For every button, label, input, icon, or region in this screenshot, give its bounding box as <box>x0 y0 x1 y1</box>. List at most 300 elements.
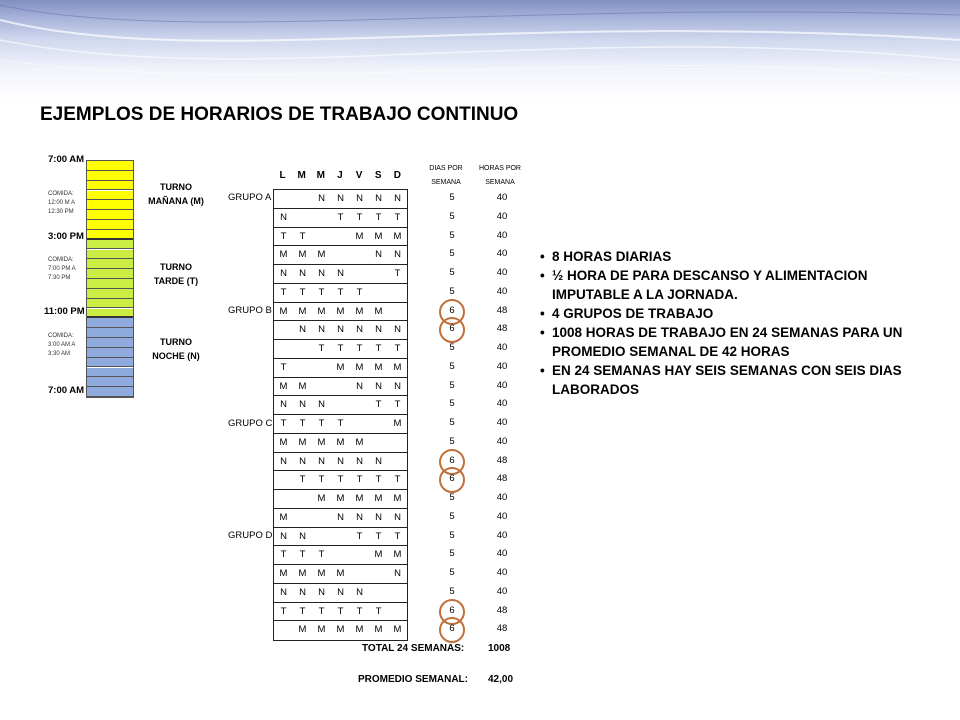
schedule-cell: T <box>375 474 382 486</box>
schedule-cell <box>388 584 407 602</box>
schedule-cell <box>331 246 350 264</box>
schedule-cell: M <box>393 418 402 429</box>
dias-value: 5 <box>449 529 455 541</box>
schedule-cell: N <box>337 511 344 523</box>
schedule-cell: M <box>298 249 307 261</box>
bullet-item: • 1008 HORAS DE TRABAJO EN 24 SEMANAS PARA UN PROMEDIO SEMANAL DE 42 HORAS <box>540 325 903 359</box>
horas-value: 40 <box>496 567 508 578</box>
schedule-cell <box>369 565 388 583</box>
schedule-cell: T <box>375 605 382 617</box>
schedule-cell <box>312 378 331 396</box>
schedule-cell: N <box>318 268 325 279</box>
horas-value: 40 <box>496 192 508 203</box>
timeline-hour-block <box>87 338 133 348</box>
day-header: S <box>374 170 382 181</box>
schedule-row <box>274 434 407 453</box>
schedule-cell: T <box>337 286 344 298</box>
schedule-cell: T <box>394 343 401 354</box>
comida-note: COMIDA: 3:00 AM A 3:30 AM <box>48 333 76 357</box>
total-value: 1008 <box>488 643 511 654</box>
horas-value: 40 <box>496 417 508 428</box>
schedule-row <box>274 284 407 303</box>
schedule-cell <box>312 228 331 246</box>
schedule-cell <box>331 378 350 396</box>
schedule-cell: T <box>280 361 287 373</box>
schedule-cell: N <box>375 324 382 336</box>
horas-value: 48 <box>496 323 508 335</box>
schedule-cell: M <box>355 624 364 636</box>
shift-label-morning: TURNO MAÑANA (M) <box>148 182 204 206</box>
schedule-cell: M <box>374 624 383 636</box>
bullet-item: • EN 24 SEMANAS HAY SEIS SEMANAS CON SEIS DIAS LABORADOS <box>540 363 902 397</box>
schedule-cell <box>350 265 369 283</box>
day-header: D <box>393 170 401 181</box>
schedule-cell: M <box>279 249 288 261</box>
schedule-row <box>274 190 407 209</box>
schedule-cell: N <box>337 193 344 204</box>
schedule-cell: T <box>337 418 344 429</box>
schedule-row <box>274 359 407 378</box>
schedule-cell: M <box>317 624 326 636</box>
horas-value: 40 <box>496 342 508 353</box>
schedule-row <box>274 228 407 247</box>
schedule-row <box>274 396 407 415</box>
group-label: GRUPO A <box>228 192 272 203</box>
schedule-row <box>274 246 407 265</box>
schedule-cell: T <box>299 605 306 617</box>
promedio-label: PROMEDIO SEMANAL: <box>358 674 468 685</box>
schedule-cell: M <box>298 624 307 636</box>
schedule-cell: M <box>393 549 402 561</box>
schedule-cell: M <box>374 305 383 317</box>
timeline-hour-block <box>87 289 133 299</box>
schedule-cell: T <box>356 343 363 354</box>
dias-value: 5 <box>449 548 455 560</box>
schedule-cell: N <box>280 399 287 411</box>
dias-value: 5 <box>449 435 455 447</box>
horas-value: 40 <box>496 585 508 597</box>
schedule-cell <box>369 584 388 602</box>
schedule-cell <box>312 209 331 227</box>
schedule-cell: T <box>356 211 363 223</box>
schedule-cell: M <box>355 436 364 448</box>
schedule-cell: T <box>318 343 325 354</box>
total-label: TOTAL 24 SEMANAS: <box>362 643 465 654</box>
timeline-hour-block <box>87 387 133 397</box>
schedule-cell: N <box>394 249 401 261</box>
timeline-hour-block <box>87 309 133 319</box>
schedule-cell: M <box>355 493 364 504</box>
schedule-cell: T <box>337 605 344 617</box>
schedule-row <box>274 621 407 640</box>
schedule-cell <box>293 190 312 208</box>
schedule-row <box>274 378 407 397</box>
timeline-hour-block <box>87 161 133 171</box>
schedule-cell <box>312 359 331 377</box>
schedule-cell: M <box>374 361 383 373</box>
schedule-cell: T <box>337 211 344 223</box>
schedule-cell: M <box>393 230 402 242</box>
col-header-dias: DIAS POR SEMANA <box>429 165 463 186</box>
schedule-cell <box>274 321 293 339</box>
schedule-cell: N <box>337 324 344 336</box>
schedule-cell: T <box>394 268 401 279</box>
timeline-hour-block <box>87 250 133 260</box>
schedule-cell: N <box>356 324 363 336</box>
schedule-cell: N <box>356 455 363 467</box>
dias-value: 6 <box>449 304 455 316</box>
schedule-cell: T <box>299 549 306 561</box>
dias-value: 5 <box>449 342 455 353</box>
horas-value: 40 <box>496 398 508 410</box>
day-header: V <box>355 170 363 181</box>
schedule-cell <box>388 284 407 302</box>
dias-value: 6 <box>449 454 455 466</box>
schedule-cell: N <box>337 586 344 598</box>
schedule-row <box>274 265 407 284</box>
schedule-cell <box>312 528 331 546</box>
horas-value: 40 <box>496 210 508 222</box>
timeline-hour-block <box>87 328 133 338</box>
horas-value: 48 <box>496 623 508 635</box>
schedule-row <box>274 490 407 509</box>
dias-value: 5 <box>449 492 455 503</box>
schedule-cell: M <box>355 230 364 242</box>
timeline-hour-block <box>87 368 133 378</box>
schedule-cell: N <box>280 530 287 542</box>
schedule-cell: N <box>299 455 306 467</box>
schedule-row <box>274 546 407 565</box>
schedule-cell: N <box>337 268 344 279</box>
dias-value: 5 <box>449 417 455 428</box>
schedule-row <box>274 584 407 603</box>
schedule-cell: N <box>394 324 401 336</box>
dias-value: 5 <box>449 379 455 391</box>
schedule-cell <box>293 340 312 358</box>
schedule-cell: T <box>280 605 287 617</box>
schedule-cell: M <box>298 305 307 317</box>
schedule-cell: T <box>299 230 306 242</box>
group-label: GRUPO C <box>228 418 273 429</box>
schedule-cell: N <box>318 455 325 467</box>
time-label: 7:00 AM <box>48 385 85 396</box>
schedule-cell: T <box>280 286 287 298</box>
schedule-cell: N <box>299 586 306 598</box>
schedule-cell: T <box>299 286 306 298</box>
schedule-cell: N <box>299 268 306 279</box>
dias-value: 5 <box>449 567 455 578</box>
schedule-cell: N <box>394 511 401 523</box>
timeline-hour-block <box>87 191 133 201</box>
schedule-cell: T <box>318 605 325 617</box>
schedule-cell: T <box>356 286 363 298</box>
schedule-cell: M <box>298 436 307 448</box>
schedule-cell: N <box>394 568 401 579</box>
schedule-cell: N <box>318 324 325 336</box>
timeline-hour-block <box>87 279 133 289</box>
schedule-cell: M <box>317 249 326 261</box>
schedule-cell <box>331 228 350 246</box>
header-decoration <box>0 0 960 100</box>
timeline-hour-block <box>87 299 133 309</box>
schedule-cell <box>350 396 369 414</box>
bullet-item: • 4 GRUPOS DE TRABAJO <box>540 306 714 321</box>
dias-value: 6 <box>449 473 455 485</box>
schedule-cell: T <box>318 474 325 486</box>
schedule-cell: T <box>375 399 382 411</box>
shift-bar <box>86 160 134 398</box>
timeline-hour-block <box>87 240 133 250</box>
horas-value: 40 <box>496 435 508 447</box>
dias-value: 5 <box>449 360 455 372</box>
schedule-row <box>274 471 407 490</box>
schedule-cell: T <box>337 343 344 354</box>
schedule-cell <box>369 284 388 302</box>
schedule-cell <box>350 415 369 433</box>
horas-value: 40 <box>496 529 508 541</box>
col-header-horas: HORAS POR SEMANA <box>478 165 521 186</box>
schedule-row <box>274 528 407 547</box>
schedule-cell <box>350 546 369 564</box>
shift-label-afternoon: TURNO TARDE (T) <box>153 262 199 286</box>
schedule-cell: M <box>374 549 383 561</box>
timeline-hour-block <box>87 259 133 269</box>
promedio-value: 42,00 <box>488 674 514 685</box>
schedule-cell <box>350 246 369 264</box>
schedule-cell <box>293 209 312 227</box>
schedule-cell: N <box>337 455 344 467</box>
schedule-cell <box>293 490 312 508</box>
schedule-cell: M <box>393 624 402 636</box>
schedule-cell: M <box>336 624 345 636</box>
schedule-row <box>274 209 407 228</box>
schedule-cell: M <box>336 436 345 448</box>
schedule-cell: M <box>336 305 345 317</box>
slide-title: EJEMPLOS DE HORARIOS DE TRABAJO CONTINUO <box>40 104 519 125</box>
schedule-cell: T <box>318 286 325 298</box>
group-label: GRUPO D <box>228 530 273 541</box>
schedule-row <box>274 321 407 340</box>
schedule-cell: T <box>280 418 287 429</box>
schedule-cell: N <box>375 193 382 204</box>
dias-value: 5 <box>449 248 455 260</box>
dias-value: 6 <box>449 323 455 335</box>
schedule-row <box>274 603 407 622</box>
schedule-cell: T <box>280 230 287 242</box>
schedule-cell: N <box>299 324 306 336</box>
dias-value: 5 <box>449 510 455 522</box>
horas-value: 40 <box>496 492 508 503</box>
day-header: J <box>337 170 343 181</box>
time-label: 11:00 PM <box>44 306 85 317</box>
schedule-cell <box>331 396 350 414</box>
schedule-cell <box>350 565 369 583</box>
timeline-hour-block <box>87 358 133 368</box>
comida-note: COMIDA: 12:00 M A 12:30 PM <box>48 191 76 215</box>
schedule-cell: N <box>299 530 306 542</box>
schedule-cell: M <box>298 568 307 579</box>
schedule-cell <box>274 471 293 489</box>
dias-value: 5 <box>449 229 455 241</box>
day-header: M <box>316 170 325 181</box>
schedule-cell: T <box>356 474 363 486</box>
schedule-cell <box>274 490 293 508</box>
schedule-cell <box>388 453 407 471</box>
schedule-cell: M <box>279 380 288 392</box>
shift-label-night: TURNO NOCHE (N) <box>152 337 200 361</box>
timeline-hour-block <box>87 200 133 210</box>
dias-value: 5 <box>449 285 455 297</box>
schedule-cell: N <box>280 268 287 279</box>
schedule-cell: T <box>318 418 325 429</box>
schedule-cell: N <box>375 249 382 261</box>
schedule-cell <box>388 303 407 321</box>
schedule-cell: M <box>374 230 383 242</box>
highlight-circle <box>439 617 465 643</box>
horas-value: 48 <box>496 454 508 466</box>
schedule-grid <box>273 189 408 641</box>
time-label: 7:00 AM <box>48 154 85 165</box>
schedule-cell: N <box>394 380 401 392</box>
schedule-cell: M <box>355 361 364 373</box>
schedule-cell <box>274 340 293 358</box>
schedule-cell: M <box>298 380 307 392</box>
schedule-cell <box>331 528 350 546</box>
schedule-cell: N <box>280 455 287 467</box>
time-label: 3:00 PM <box>48 231 84 242</box>
schedule-cell: M <box>393 493 402 504</box>
schedule-cell: T <box>318 549 325 561</box>
schedule-cell: M <box>317 568 326 579</box>
day-header: L <box>279 170 286 181</box>
schedule-cell: T <box>356 605 363 617</box>
dias-value: 5 <box>449 585 455 597</box>
dias-value: 6 <box>449 623 455 635</box>
schedule-cell: N <box>375 380 382 392</box>
schedule-cell: T <box>299 474 306 486</box>
schedule-cell: T <box>375 530 382 542</box>
schedule-cell <box>331 546 350 564</box>
group-label: GRUPO B <box>228 305 272 316</box>
schedule-cell: N <box>318 586 325 598</box>
schedule-cell: T <box>394 530 401 542</box>
timeline-hour-block <box>87 318 133 328</box>
schedule-cell: N <box>299 399 306 411</box>
horas-value: 48 <box>496 304 508 316</box>
horas-value: 40 <box>496 248 508 260</box>
schedule-cell: T <box>375 343 382 354</box>
schedule-cell: T <box>394 474 401 486</box>
schedule-cell: T <box>280 549 287 561</box>
schedule-cell: M <box>279 511 288 523</box>
bullet-item: • 8 HORAS DIARIAS <box>540 249 672 264</box>
schedule-cell <box>274 621 293 640</box>
schedule-cell <box>293 359 312 377</box>
schedule-cell <box>369 434 388 452</box>
schedule-cell <box>388 603 407 621</box>
schedule-cell <box>293 509 312 527</box>
bullet-list <box>540 247 940 399</box>
schedule-cell <box>312 509 331 527</box>
timeline-hour-block <box>87 377 133 387</box>
schedule-cell: N <box>375 511 382 523</box>
schedule-cell: T <box>356 530 363 542</box>
schedule-cell: N <box>318 193 325 204</box>
horas-value: 48 <box>496 473 508 485</box>
schedule-cell: N <box>280 586 287 598</box>
schedule-cell: N <box>394 193 401 204</box>
schedule-row <box>274 509 407 528</box>
schedule-cell: M <box>355 305 364 317</box>
schedule-cell <box>369 415 388 433</box>
horas-value: 40 <box>496 267 508 278</box>
dias-value: 5 <box>449 192 455 203</box>
schedule-cell <box>388 434 407 452</box>
horas-value: 40 <box>496 379 508 391</box>
schedule-cell: M <box>279 568 288 579</box>
highlight-circle <box>439 467 465 493</box>
horas-value: 40 <box>496 285 508 297</box>
dias-value: 6 <box>449 604 455 616</box>
day-header: M <box>297 170 306 181</box>
schedule-cell <box>369 265 388 283</box>
dias-value: 5 <box>449 267 455 278</box>
schedule-cell: M <box>336 568 345 579</box>
schedule-cell: N <box>356 586 363 598</box>
highlight-circle <box>439 317 465 343</box>
dias-value: 5 <box>449 398 455 410</box>
schedule-row <box>274 415 407 434</box>
schedule-cell: N <box>318 399 325 411</box>
schedule-cell: T <box>394 211 401 223</box>
horas-value: 40 <box>496 510 508 522</box>
timeline-hour-block <box>87 348 133 358</box>
schedule-cell: M <box>317 305 326 317</box>
schedule-cell: M <box>279 305 288 317</box>
timeline-hour-block <box>87 220 133 230</box>
schedule-cell: N <box>356 380 363 392</box>
schedule-cell: N <box>280 211 287 223</box>
schedule-cell: N <box>356 193 363 204</box>
schedule-cell: M <box>374 493 383 504</box>
schedule-cell <box>274 190 293 208</box>
horas-value: 48 <box>496 604 508 616</box>
schedule-cell: M <box>336 493 345 504</box>
schedule-row <box>274 340 407 359</box>
schedule-cell: M <box>279 436 288 448</box>
horas-value: 40 <box>496 229 508 241</box>
timeline-hour-block <box>87 171 133 181</box>
schedule-cell: M <box>336 361 345 373</box>
horas-value: 40 <box>496 360 508 372</box>
comida-note: COMIDA: 7:00 PM A 7:30 PM <box>48 257 76 281</box>
schedule-cell: T <box>299 418 306 429</box>
schedule-cell: T <box>337 474 344 486</box>
schedule-cell: T <box>375 211 382 223</box>
timeline-hour-block <box>87 230 133 240</box>
dias-value: 5 <box>449 210 455 222</box>
schedule-cell: N <box>356 511 363 523</box>
schedule-cell: M <box>317 436 326 448</box>
schedule-row <box>274 565 407 584</box>
bullet-item: • ½ HORA DE PARA DESCANSO Y ALIMENTACION IMPUTABLE A LA JORNADA. <box>540 268 868 302</box>
schedule-cell: N <box>375 455 382 467</box>
schedule-cell: T <box>394 399 401 411</box>
schedule-row <box>274 303 407 322</box>
horas-value: 40 <box>496 548 508 560</box>
schedule-row <box>274 453 407 472</box>
schedule-cell: M <box>393 361 402 373</box>
